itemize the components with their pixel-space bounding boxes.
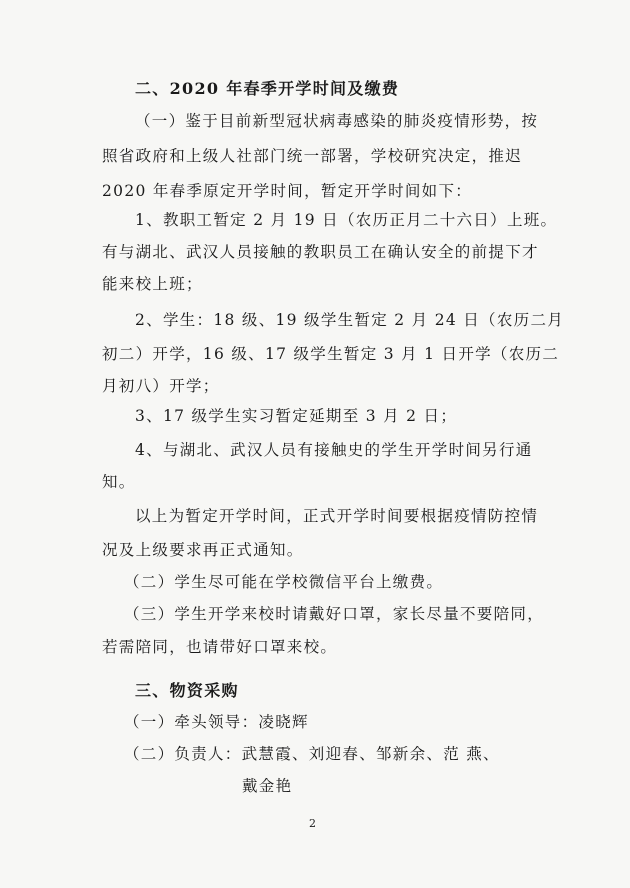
paragraph-line: 况及上级要求再正式通知。 <box>102 541 304 559</box>
paragraph-line: 戴金艳 <box>242 777 293 795</box>
paragraph-line: 4、与湖北、武汉人员有接触史的学生开学时间另行通 <box>135 441 533 459</box>
paragraph-line: 3、17 级学生实习暂定延期至 3 月 2 日； <box>135 407 458 425</box>
paragraph-line: 1、教职工暂定 2 月 19 日（农历正月二十六日）上班。 <box>135 211 558 229</box>
section-heading-2020-spring-semester: 二、2020 年春季开学时间及缴费 <box>135 79 400 98</box>
paragraph-line: （一）鉴于目前新型冠状病毒感染的肺炎疫情形势，按 <box>135 112 539 130</box>
paragraph-line: （一）牵头领导：凌晓辉 <box>124 713 309 731</box>
paragraph-line: 若需陪同，也请带好口罩来校。 <box>102 638 338 656</box>
paragraph-line: （三）学生开学来校时请戴好口罩，家长尽量不要陪同， <box>124 605 545 623</box>
paragraph-line: （二）学生尽可能在学校微信平台上缴费。 <box>124 573 444 591</box>
paragraph-line: 有与湖北、武汉人员接触的教职员工在确认安全的前提下才 <box>102 243 539 261</box>
paragraph-line: 照省政府和上级人社部门统一部署，学校研究决定，推迟 <box>102 147 523 165</box>
paragraph-line: 以上为暂定开学时间，正式开学时间要根据疫情防控情 <box>135 507 539 525</box>
section-heading-procurement: 三、物资采购 <box>135 681 239 700</box>
paragraph-line: 初二）开学，16 级、17 级学生暂定 3 月 1 日开学（农历二 <box>102 345 560 363</box>
paragraph-line: 知。 <box>102 473 136 491</box>
paragraph-line: 能来校上班； <box>102 275 203 293</box>
paragraph-line: 月初八）开学； <box>102 377 220 395</box>
paragraph-line: （二）负责人：武慧霞、刘迎春、邹新余、范 燕、 <box>124 745 500 763</box>
paragraph-line: 2020 年春季原定开学时间，暂定开学时间如下： <box>102 182 473 200</box>
page-number: 2 <box>309 817 316 830</box>
paragraph-line: 2、学生：18 级、19 级学生暂定 2 月 24 日（农历二月 <box>135 311 565 329</box>
